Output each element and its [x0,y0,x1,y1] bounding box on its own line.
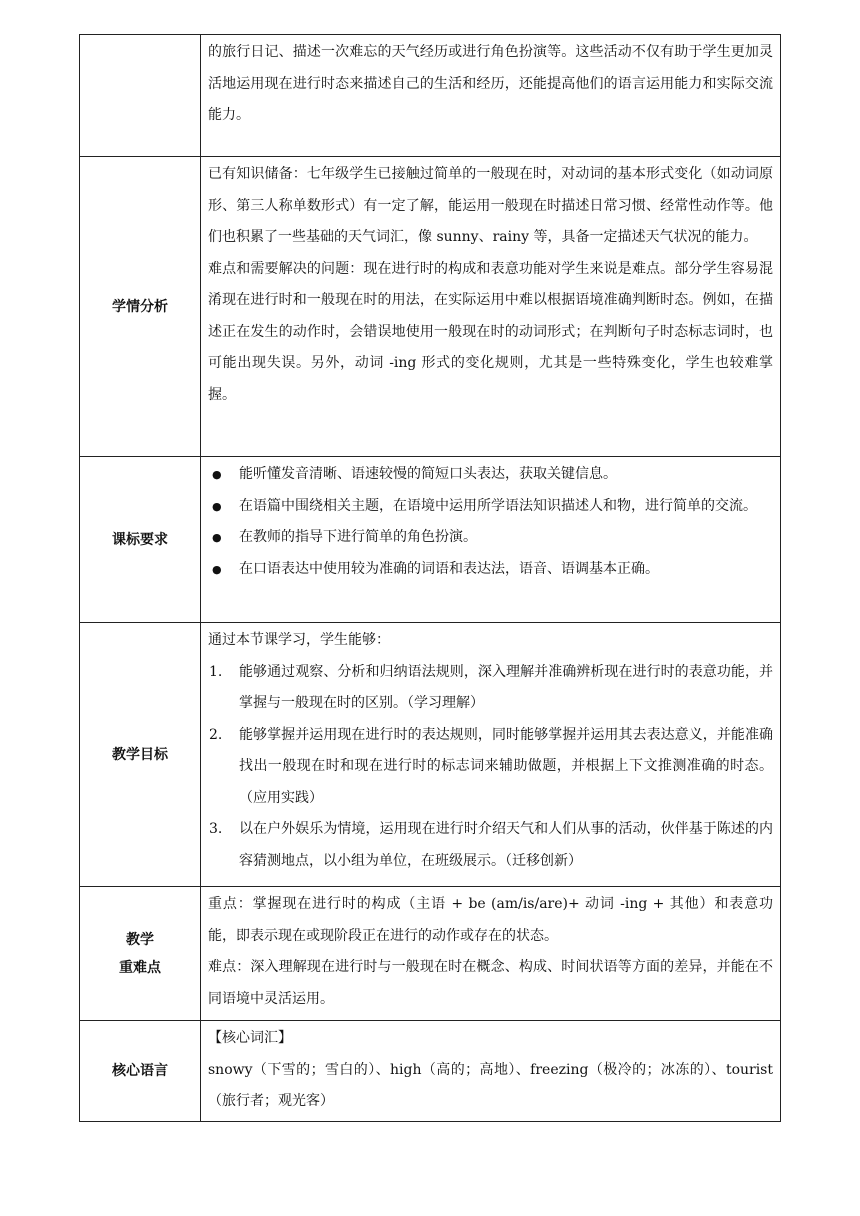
objectives-list [208,657,773,878]
table-row-core-language [80,1021,781,1122]
row-label-standards: 课标要求 [80,457,201,623]
list-item [208,814,773,877]
key-points-content [201,887,781,1021]
list-number: 3. [209,821,223,837]
row-label-empty [80,35,201,157]
standards-item-text: 能听懂发音清晰、语速较慢的简短口头表达，获取关键信息。 [239,466,617,482]
list-item [208,720,773,815]
intro-text: 的旅行日记、描述一次难忘的天气经历或进行角色扮演等。这些活动不仅有助于学生更加灵活地运用现在进行时态来描述自己的生活和经历，还能提高他们的语言运用能力和实际交流能力。 [208,44,773,123]
objectives-content [201,623,781,887]
lesson-plan-table [79,34,781,1122]
core-vocabulary-heading: 【核心词汇】 [208,1030,292,1046]
objective-text: 以在户外娱乐为情境，运用现在进行时介绍天气和人们从事的活动，伙伴基于陈述的内容猜测地点，以小组为单位，在班级展示。（迁移创新） [239,821,773,869]
table-row-objectives [80,623,781,887]
table-row-key-points [80,887,781,1021]
bullet-icon: ● [212,531,222,544]
objectives-intro: 通过本节课学习，学生能够： [208,632,390,648]
standards-list [208,459,773,585]
core-vocabulary-text: snowy（下雪的；雪白的）、high（高的；高地）、freezing（极冷的；冰冻的）、tourist（旅行者；观光客） [208,1061,773,1109]
intro-content [201,35,781,157]
objective-text: 能够掌握并运用现在进行时的表达规则，同时能够掌握并运用其去表达意义，并能准确找出一般现在时和现在进行时的标志词来辅助做题，并根据上下文推测准确的时态。（应用实践） [239,726,773,806]
standards-item-text: 在语篇中围绕相关主题，在语境中运用所学语法知识描述人和物，进行简单的交流。 [239,497,757,514]
bullet-icon: ● [212,468,222,481]
analysis-content [201,157,781,457]
row-label-key-points [80,887,201,1021]
list-item [208,491,773,523]
key-point-paragraph: 重点：掌握现在进行时的构成（主语 + be (am/is/are)+ 动词 -ing + 其他）和表意功能，即表示现在或现阶段正在进行的动作或存在的状态。 [208,896,773,944]
standards-content [201,457,781,623]
analysis-paragraph-difficulties: 难点和需要解决的问题：现在进行时的构成和表意功能对学生来说是难点。部分学生容易混淆现在进行时和一般现在时的用法，在实际运用中难以根据语境准确判断时态。例如，在描述正在发生的动作时，会错误地使用一般现在时的动词形式；在判断句子时态标志词时，也可能出现失误。另外，动词 -ing 形式的变化规则，尤其是一些特殊变化，学生也较难掌握。 [208,260,773,403]
table-row-standards [80,457,781,623]
list-item [208,657,773,720]
row-label-core-language: 核心语言 [80,1021,201,1122]
list-item [208,459,773,491]
row-label-objectives: 教学目标 [80,623,201,887]
bullet-icon: ● [212,499,222,513]
list-item [208,554,773,586]
list-item [208,522,773,554]
row-label-key-points-line2: 重难点 [119,959,161,976]
row-label-key-points-line1: 教学 [126,931,154,948]
list-number: 1. [209,663,223,680]
analysis-paragraph-knowledge: 已有知识储备：七年级学生已接触过简单的一般现在时，对动词的基本形式变化（如动词原形、第三人称单数形式）有一定了解，能运用一般现在时描述日常习惯、经常性动作等。他们也积累了一些基础的天气词汇，像 sunny、rainy 等，具备一定描述天气状况的能力。 [208,166,773,245]
table-row-analysis [80,157,781,457]
bullet-icon: ● [212,562,222,576]
difficulty-paragraph: 难点：深入理解现在进行时与一般现在时在概念、构成、时间状语等方面的差异，并能在不同语境中灵活运用。 [208,959,773,1007]
core-language-content [201,1021,781,1122]
list-number: 2. [209,726,223,743]
row-label-analysis: 学情分析 [80,157,201,457]
objective-text: 能够通过观察、分析和归纳语法规则，深入理解并准确辨析现在进行时的表意功能，并掌握与一般现在时的区别。（学习理解） [239,663,773,711]
standards-item-text: 在教师的指导下进行简单的角色扮演。 [239,529,477,545]
standards-item-text: 在口语表达中使用较为准确的词语和表达法，语音、语调基本正确。 [239,560,659,577]
table-row-intro [80,35,781,157]
